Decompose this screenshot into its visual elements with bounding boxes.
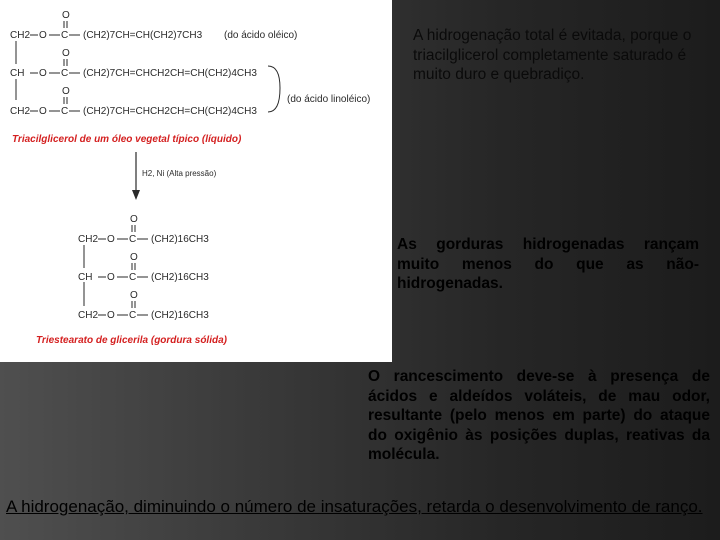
text-evitada: A hidrogenação total é evitada, porque o triacilglicerol completamente saturado é muito duro e quebradiço. — [413, 27, 692, 83]
carbonyl-carbon-2: C — [61, 68, 69, 79]
arrow-head-icon — [132, 190, 140, 200]
stearate-chain-3: (CH2)16CH3 — [151, 310, 209, 321]
oleic-chain: (CH2)7CH=CH(CH2)7CH3 — [83, 30, 203, 41]
stearate-chain-1: (CH2)16CH3 — [151, 234, 209, 245]
carbonyl-carbon-3: C — [61, 106, 69, 117]
stearate-row-2 — [78, 252, 209, 283]
reaction-conditions: H2, Ni (Alta pressão) — [142, 169, 217, 178]
triglyceride-diagram — [0, 0, 392, 362]
carbonyl-carbon-6: C — [129, 310, 137, 321]
ester-oxygen-3: O — [39, 106, 47, 117]
top-caption: Triacilglicerol de um óleo vegetal típico (líquido) — [12, 134, 242, 145]
ester-oxygen-2: O — [39, 68, 47, 79]
stearate-chain-2: (CH2)16CH3 — [151, 272, 209, 283]
glyceryl-ch-middle: CH — [10, 68, 25, 79]
chemical-figure — [0, 0, 392, 362]
carbonyl-oxygen-6: O — [130, 290, 138, 301]
carbonyl-oxygen-5: O — [130, 252, 138, 263]
carbonyl-oxygen-4: O — [130, 214, 138, 225]
carbonyl-carbon: C — [61, 30, 69, 41]
ester-oxygen-5: O — [107, 272, 115, 283]
linoleic-chain: (CH2)7CH=CHCH2CH=CH(CH2)4CH3 — [83, 106, 257, 117]
oleic-ester-row — [10, 10, 297, 41]
text-rancescimento: O rancescimento deve-se à presença de ácidos e aldeídos voláteis, de mau odor, resultante (pelo menos em parte) do ataque do oxigênio às posições duplas, reativas da molécula. — [368, 368, 710, 463]
stearate-glyceryl-3: CH2 — [78, 310, 99, 321]
ester-oxygen-6: O — [107, 310, 115, 321]
linoleic-ester-row — [10, 86, 257, 117]
carbonyl-oxygen: O — [62, 10, 70, 21]
carbonyl-oxygen-2: O — [62, 48, 70, 59]
glyceryl-ch2-bottom: CH2 — [10, 106, 31, 117]
middle-ester-row — [10, 48, 257, 79]
text-rancam: As gorduras hidrogenadas rançam muito menos do que as não-hidrogenadas. — [397, 236, 699, 292]
carbonyl-oxygen-3: O — [62, 86, 70, 97]
ester-oxygen: O — [39, 30, 47, 41]
linoleic-bracket — [268, 66, 280, 112]
linoleic-note: (do ácido linoléico) — [287, 94, 371, 105]
stearate-glyceryl-1: CH2 — [78, 234, 99, 245]
oleic-note: (do ácido oléico) — [224, 30, 298, 41]
text-conclusao: A hidrogenação, diminuindo o número de insaturações, retarda o desenvolvimento de ranço. — [6, 497, 703, 516]
glyceryl-ch2-top: CH2 — [10, 30, 31, 41]
stearate-glyceryl-2: CH — [78, 272, 93, 283]
middle-chain: (CH2)7CH=CHCH2CH=CH(CH2)4CH3 — [83, 68, 257, 79]
stearate-row-1 — [78, 214, 209, 245]
carbonyl-carbon-5: C — [129, 272, 137, 283]
bottom-caption: Triestearato de glicerila (gordura sólida) — [36, 335, 227, 346]
ester-oxygen-4: O — [107, 234, 115, 245]
stearate-row-3 — [78, 290, 209, 321]
carbonyl-carbon-4: C — [129, 234, 137, 245]
